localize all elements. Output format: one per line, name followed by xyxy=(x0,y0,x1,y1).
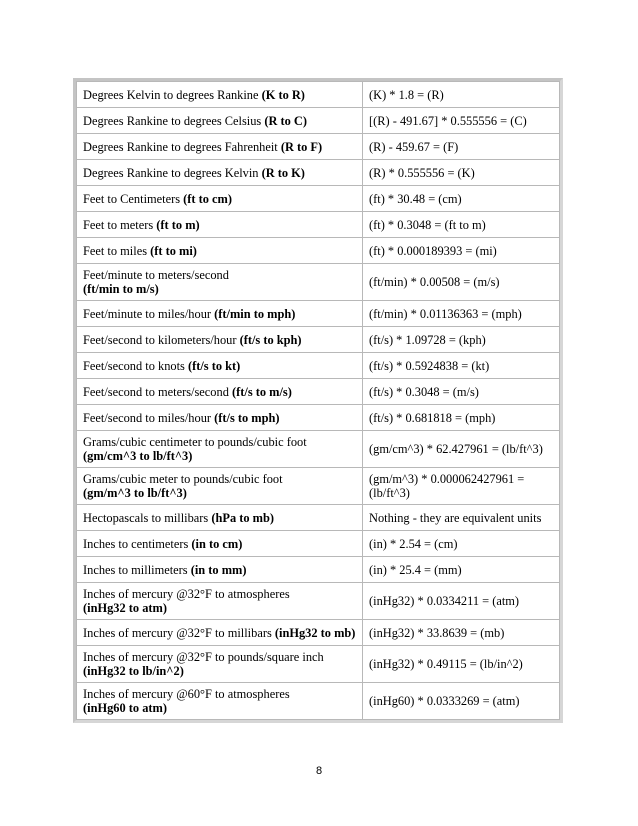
conversion-formula: (ft) * 0.000189393 = (mi) xyxy=(363,238,560,264)
conversion-formula: (ft/s) * 0.681818 = (mph) xyxy=(363,405,560,431)
conversion-description xyxy=(77,212,363,238)
conversion-description xyxy=(77,134,363,160)
conversion-formula: (ft/s) * 0.3048 = (m/s) xyxy=(363,379,560,405)
abbreviation-text: (R to C) xyxy=(264,113,308,128)
conversion-formula: (in) * 25.4 = (mm) xyxy=(363,557,560,583)
description-text: Feet/second to knots xyxy=(83,358,188,373)
abbreviation-text: (K to R) xyxy=(261,87,305,102)
conversion-description xyxy=(77,160,363,186)
table-row xyxy=(77,327,560,353)
abbreviation-text: (inHg32 to mb) xyxy=(274,625,356,640)
conversion-description xyxy=(77,264,363,301)
description-text: Inches of mercury @32°F to atmospheres xyxy=(83,587,290,601)
conversion-formula: (in) * 2.54 = (cm) xyxy=(363,531,560,557)
abbreviation-text: (ft/s to mph) xyxy=(214,410,280,425)
conversion-description xyxy=(77,505,363,531)
conversion-description xyxy=(77,531,363,557)
conversion-formula: (inHg32) * 33.8639 = (mb) xyxy=(363,620,560,646)
abbreviation-text: (ft/s to m/s) xyxy=(232,384,292,399)
table-row xyxy=(77,264,560,301)
abbreviation-text: (ft/s to kt) xyxy=(187,358,241,373)
conversion-description xyxy=(77,583,363,620)
abbreviation-text: (ft/min to m/s) xyxy=(83,282,159,296)
table-row xyxy=(77,531,560,557)
conversion-formula: (gm/m^3) * 0.000062427961 = (lb/ft^3) xyxy=(363,468,560,505)
abbreviation-text: (ft to cm) xyxy=(183,191,232,206)
conversion-description xyxy=(77,683,363,720)
conversion-description xyxy=(77,108,363,134)
description-text: Degrees Rankine to degrees Fahrenheit xyxy=(83,139,281,154)
abbreviation-text: (ft/s to kph) xyxy=(239,332,302,347)
description-text: Grams/cubic centimeter to pounds/cubic foot xyxy=(83,435,307,449)
description-text: Degrees Kelvin to degrees Rankine xyxy=(83,87,262,102)
conversion-formula: Nothing - they are equivalent units xyxy=(363,505,560,531)
abbreviation-text: (ft/min to mph) xyxy=(214,306,296,321)
conversion-formula: (ft) * 0.3048 = (ft to m) xyxy=(363,212,560,238)
conversion-formula: [(R) - 491.67] * 0.555556 = (C) xyxy=(363,108,560,134)
table-row xyxy=(77,379,560,405)
conversion-formula: (inHg60) * 0.0333269 = (atm) xyxy=(363,683,560,720)
description-text: Feet/minute to miles/hour xyxy=(83,306,215,321)
description-text: Inches of mercury @32°F to millibars xyxy=(83,625,275,640)
conversion-description xyxy=(77,186,363,212)
conversion-formula: (K) * 1.8 = (R) xyxy=(363,82,560,108)
abbreviation-text: (hPa to mb) xyxy=(211,510,274,525)
conversion-formula: (ft/s) * 0.5924838 = (kt) xyxy=(363,353,560,379)
conversion-formula: (ft/min) * 0.01136363 = (mph) xyxy=(363,301,560,327)
table-row xyxy=(77,468,560,505)
table-row xyxy=(77,212,560,238)
abbreviation-text: (in to cm) xyxy=(191,536,243,551)
conversion-formula: (ft/min) * 0.00508 = (m/s) xyxy=(363,264,560,301)
conversion-formula: (ft/s) * 1.09728 = (kph) xyxy=(363,327,560,353)
conversion-formula: (R) - 459.67 = (F) xyxy=(363,134,560,160)
description-text: Inches to millimeters xyxy=(83,562,191,577)
table-row xyxy=(77,134,560,160)
conversion-formula: (inHg32) * 0.49115 = (lb/in^2) xyxy=(363,646,560,683)
table-row xyxy=(77,505,560,531)
description-text: Feet/second to kilometers/hour xyxy=(83,332,240,347)
abbreviation-text: (inHg32 to lb/in^2) xyxy=(83,664,184,678)
abbreviation-text: (inHg60 to atm) xyxy=(83,701,167,715)
page-number: 8 xyxy=(315,765,323,777)
table-row xyxy=(77,160,560,186)
conversion-description xyxy=(77,82,363,108)
conversion-description xyxy=(77,238,363,264)
conversion-description xyxy=(77,468,363,505)
conversion-formula: (inHg32) * 0.0334211 = (atm) xyxy=(363,583,560,620)
table-row xyxy=(77,82,560,108)
description-text: Inches to centimeters xyxy=(83,536,192,551)
conversion-formula: (gm/cm^3) * 62.427961 = (lb/ft^3) xyxy=(363,431,560,468)
conversion-description xyxy=(77,431,363,468)
table-row xyxy=(77,108,560,134)
description-text: Feet to miles xyxy=(83,243,151,258)
conversion-description xyxy=(77,379,363,405)
description-text: Feet/second to meters/second xyxy=(83,384,232,399)
table-row xyxy=(77,583,560,620)
abbreviation-text: (R to K) xyxy=(261,165,305,180)
table-row xyxy=(77,620,560,646)
description-text: Feet/second to miles/hour xyxy=(83,410,215,425)
conversion-table-frame xyxy=(73,78,563,723)
description-text: Grams/cubic meter to pounds/cubic foot xyxy=(83,472,283,486)
table-row xyxy=(77,683,560,720)
table-row xyxy=(77,353,560,379)
conversion-description xyxy=(77,646,363,683)
table-row xyxy=(77,405,560,431)
conversion-description xyxy=(77,405,363,431)
abbreviation-text: (inHg32 to atm) xyxy=(83,601,167,615)
description-text: Feet/minute to meters/second xyxy=(83,268,229,282)
description-text: Hectopascals to millibars xyxy=(83,510,212,525)
abbreviation-text: (in to mm) xyxy=(190,562,247,577)
conversion-description xyxy=(77,327,363,353)
table-row xyxy=(77,646,560,683)
table-row xyxy=(77,238,560,264)
conversion-formula: (ft) * 30.48 = (cm) xyxy=(363,186,560,212)
description-text: Degrees Rankine to degrees Celsius xyxy=(83,113,265,128)
conversion-description xyxy=(77,301,363,327)
abbreviation-text: (ft to mi) xyxy=(150,243,197,258)
conversion-formula: (R) * 0.555556 = (K) xyxy=(363,160,560,186)
table-row xyxy=(77,557,560,583)
table-row xyxy=(77,431,560,468)
conversion-table xyxy=(76,81,560,720)
table-row xyxy=(77,186,560,212)
abbreviation-text: (ft to m) xyxy=(156,217,200,232)
description-text: Feet to Centimeters xyxy=(83,191,184,206)
conversion-description xyxy=(77,353,363,379)
conversion-description xyxy=(77,557,363,583)
abbreviation-text: (gm/m^3 to lb/ft^3) xyxy=(83,486,187,500)
description-text: Inches of mercury @60°F to atmospheres xyxy=(83,687,290,701)
description-text: Feet to meters xyxy=(83,217,157,232)
conversion-description xyxy=(77,620,363,646)
abbreviation-text: (R to F) xyxy=(280,139,323,154)
table-row xyxy=(77,301,560,327)
abbreviation-text: (gm/cm^3 to lb/ft^3) xyxy=(83,449,193,463)
description-text: Degrees Rankine to degrees Kelvin xyxy=(83,165,262,180)
description-text: Inches of mercury @32°F to pounds/square inch xyxy=(83,650,324,664)
